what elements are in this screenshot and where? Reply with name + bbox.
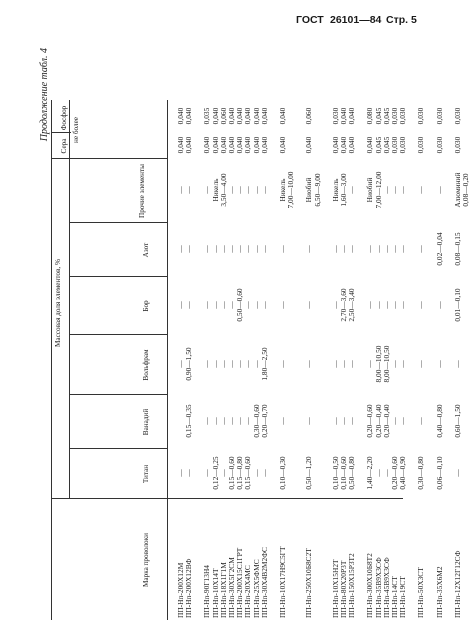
vanadium-cell: 0,30—0,60 — [251, 404, 261, 438]
boron-cell: — — [365, 301, 375, 309]
nitrogen-cell: — — [176, 245, 185, 253]
tungsten-cell: — — [434, 360, 444, 368]
grade-cell: ПП-Нп-19СТ — [398, 576, 408, 618]
header-grade: Марка проволоки — [142, 533, 150, 587]
other-cell: 0,08—0,20 — [460, 173, 470, 207]
vanadium-cell: 0,20—0,40 — [381, 404, 391, 438]
sulfur-cell: 0,030 — [452, 136, 462, 154]
boron-cell: — — [330, 301, 340, 309]
titanium-cell: — — [176, 469, 185, 477]
header-max-note: не более — [72, 117, 80, 143]
other-cell: — — [251, 186, 261, 194]
phosphorus-cell: 0,060 — [304, 107, 314, 125]
boron-cell: — — [176, 301, 185, 309]
phosphorus-cell: 0,080 — [365, 107, 375, 125]
nitrogen-cell: — — [373, 245, 383, 253]
titanium-cell: 0,30—0,80 — [416, 456, 426, 490]
header-vanadium: Ванадий — [142, 408, 150, 436]
sulfur-cell: 0,040 — [226, 136, 236, 154]
boron-cell: — — [210, 301, 220, 309]
nitrogen-cell: — — [218, 245, 228, 253]
nitrogen-cell: 0,02—0,04 — [434, 232, 444, 266]
table-border-top — [51, 100, 52, 620]
titanium-cell: 1,40—2,20 — [365, 456, 375, 490]
boron-cell: — — [389, 301, 399, 309]
table-row — [177, 100, 193, 620]
other-cell: — — [347, 186, 357, 194]
grade-cell: ПП-Нп-45В9Х3СФ — [381, 557, 391, 618]
nitrogen-cell: — — [243, 245, 253, 253]
boron-cell: — — [304, 301, 314, 309]
nitrogen-cell: — — [338, 245, 348, 253]
other-cell: — — [259, 186, 269, 194]
other-cell: — — [381, 186, 391, 194]
phosphorus-cell: 0,040 — [251, 107, 261, 125]
sulfur-cell: 0,040 — [330, 136, 340, 154]
nitrogen-cell: — — [235, 245, 245, 253]
tungsten-cell: 0,90—1,50 — [184, 347, 194, 381]
phosphorus-cell: 0,030 — [398, 107, 408, 125]
tungsten-cell: — — [243, 360, 253, 368]
vanadium-cell: — — [218, 417, 228, 425]
grade-cell: ПП-Нп-10Х14Т — [210, 568, 220, 618]
titanium-cell: 0,10—0,60 — [338, 456, 348, 490]
phosphorus-cell: 0,045 — [373, 107, 383, 125]
boron-cell: — — [278, 301, 287, 309]
tungsten-cell: — — [338, 360, 348, 368]
sulfur-cell: 0,040 — [347, 136, 357, 154]
nitrogen-cell: 0,08—0,15 — [452, 232, 462, 266]
sulfur-cell: 0,030 — [398, 136, 408, 154]
nitrogen-cell: — — [365, 245, 375, 253]
sulfur-cell: 0,040 — [338, 136, 348, 154]
sulfur-cell: 0,040 — [278, 136, 287, 154]
page-number: Стр. 5 — [386, 14, 417, 26]
tungsten-cell: 1,80—2,50 — [259, 347, 269, 381]
table-continuation-label: Продолжение табл. 4 — [39, 48, 50, 142]
boron-cell: — — [202, 301, 212, 309]
titanium-cell: — — [202, 469, 212, 477]
boron-cell: — — [251, 301, 261, 309]
nitrogen-cell: — — [259, 245, 269, 253]
sulfur-cell: 0,040 — [259, 136, 269, 154]
phosphorus-cell: 0,040 — [243, 107, 253, 125]
sulfur-cell: 0,040 — [304, 136, 314, 154]
grade-cell: ПП-Нп-80Х20Р3Т — [338, 560, 348, 618]
titanium-cell: 0,15—0,60 — [226, 456, 236, 490]
sulfur-cell: 0,030 — [434, 136, 444, 154]
table-row — [454, 100, 470, 620]
boron-cell: — — [243, 301, 253, 309]
vanadium-cell: 0,40—0,80 — [434, 404, 444, 438]
titanium-cell: 0,20—0,60 — [389, 456, 399, 490]
titanium-cell: — — [373, 469, 383, 477]
vanadium-cell: — — [235, 417, 245, 425]
titanium-cell: 0,10—0,50 — [330, 456, 340, 490]
tungsten-cell: — — [210, 360, 220, 368]
sulfur-cell: 0,040 — [176, 136, 185, 154]
col-divider — [69, 394, 167, 395]
phosphorus-cell: 0,040 — [235, 107, 245, 125]
other-cell: Алюминий — [452, 172, 462, 208]
other-cell: Ниобий — [304, 177, 314, 203]
grade-cell: ПП-Нп-30Х5Г2СМ — [226, 557, 236, 618]
boron-cell: 0,50—0,60 — [235, 288, 245, 322]
table-row — [279, 100, 295, 620]
vanadium-cell: 0,20—0,40 — [373, 404, 383, 438]
tungsten-cell: — — [416, 360, 426, 368]
titanium-cell: — — [184, 469, 194, 477]
tungsten-cell: — — [235, 360, 245, 368]
other-cell: 1,60—3,00 — [338, 173, 348, 207]
header-other: Прочие элементы — [138, 164, 146, 218]
grade-cell: ПП-Нп-250Х10Б8С2Т — [304, 548, 314, 618]
other-cell: 7,00—10,00 — [286, 171, 296, 209]
sulfur-cell: 0,040 — [251, 136, 261, 154]
col-divider — [69, 276, 167, 277]
grade-cell: ПП-Нп-18Х1Г1М — [218, 562, 228, 618]
tungsten-cell: — — [365, 360, 375, 368]
other-cell: — — [176, 186, 185, 194]
tungsten-cell: — — [176, 360, 185, 368]
tungsten-cell: — — [389, 360, 399, 368]
boron-cell: — — [226, 301, 236, 309]
standard-number: 26101—84 — [330, 14, 382, 26]
other-cell: — — [416, 186, 426, 194]
grade-cell: ПП-Нп-300Х10Б8Т2 — [365, 553, 375, 618]
boron-cell: — — [373, 301, 383, 309]
header-sulfur: Сера — [60, 138, 68, 154]
tungsten-cell: 8,00—10,50 — [381, 345, 391, 383]
standard-label: ГОСТ — [296, 14, 324, 26]
boron-cell: — — [434, 301, 444, 309]
other-cell: — — [434, 186, 444, 194]
col-divider — [51, 132, 71, 133]
sulfur-cell: 0,040 — [235, 136, 245, 154]
group-separator — [69, 100, 70, 498]
boron-cell: — — [184, 301, 194, 309]
other-cell: — — [398, 186, 408, 194]
nitrogen-cell: — — [381, 245, 391, 253]
boron-cell: — — [218, 301, 228, 309]
phosphorus-cell: 0,035 — [202, 107, 212, 125]
boron-cell: 2,70—3,60 — [338, 288, 348, 322]
boron-cell: 0,01—0,10 — [452, 288, 462, 322]
sulfur-cell: 0,030 — [416, 136, 426, 154]
sulfur-cell: 0,040 — [218, 136, 228, 154]
other-cell: Никель — [330, 178, 340, 202]
header-separator — [167, 100, 168, 620]
vanadium-cell: — — [202, 417, 212, 425]
titanium-cell: 0,15—0,80 — [235, 456, 245, 490]
vanadium-cell: — — [416, 417, 426, 425]
other-cell: 7,00—12,00 — [373, 171, 383, 209]
table-row — [305, 100, 321, 620]
nitrogen-cell: — — [389, 245, 399, 253]
vanadium-cell: 0,20—0,60 — [365, 404, 375, 438]
vanadium-cell: — — [304, 417, 314, 425]
header-nitrogen: Азот — [142, 242, 150, 258]
phosphorus-cell: 0,040 — [176, 107, 185, 125]
sulfur-cell: 0,040 — [184, 136, 194, 154]
tungsten-cell: — — [330, 360, 340, 368]
other-cell: — — [243, 186, 253, 194]
nitrogen-cell: — — [347, 245, 357, 253]
grade-cell: ПП-Нп-35Х6М2 — [434, 566, 444, 618]
nitrogen-cell: — — [330, 245, 340, 253]
phosphorus-cell: 0,040 — [259, 107, 269, 125]
table-row — [332, 100, 357, 620]
phosphorus-cell: 0,030 — [330, 107, 340, 125]
vanadium-cell: — — [338, 417, 348, 425]
other-cell: — — [226, 186, 236, 194]
col-divider — [69, 448, 167, 449]
phosphorus-cell: 0,040 — [226, 107, 236, 125]
composition-table — [39, 40, 470, 620]
sulfur-cell: 0,045 — [373, 136, 383, 154]
tungsten-cell: — — [218, 360, 228, 368]
phosphorus-cell: 0,030 — [434, 107, 444, 125]
vanadium-cell: 0,15—0,35 — [184, 404, 194, 438]
tungsten-cell: — — [278, 360, 287, 368]
vanadium-cell: — — [210, 417, 220, 425]
titanium-cell: — — [259, 469, 269, 477]
titanium-cell: — — [452, 469, 462, 477]
other-cell: — — [202, 186, 212, 194]
nitrogen-cell: — — [210, 245, 220, 253]
header-tungsten: Вольфрам — [142, 349, 150, 381]
titanium-cell: — — [251, 469, 261, 477]
sulfur-cell: 0,040 — [243, 136, 253, 154]
tungsten-cell: — — [398, 360, 408, 368]
grade-cell: ПП-Нп-200Х12ВФ — [184, 558, 194, 618]
titanium-cell: 0,12—0,25 — [210, 456, 220, 490]
tungsten-cell: — — [347, 360, 357, 368]
table-row — [436, 100, 444, 620]
sulfur-cell: 0,045 — [381, 136, 391, 154]
nitrogen-cell: — — [398, 245, 408, 253]
phosphorus-cell: 0,040 — [338, 107, 348, 125]
grade-cell: ПП-Нп-90Г13Н4 — [202, 565, 212, 618]
nitrogen-cell: — — [202, 245, 212, 253]
other-cell: — — [389, 186, 399, 194]
grade-cell: ПП-Нп-200Х15С1ГРТ — [235, 547, 245, 618]
sulfur-cell: 0,040 — [365, 136, 375, 154]
vanadium-cell: — — [243, 417, 253, 425]
titanium-cell: — — [218, 469, 228, 477]
tungsten-cell: 8,00—10,50 — [373, 345, 383, 383]
header-group: Массовая доля элементов, % — [54, 259, 62, 347]
other-cell: — — [235, 186, 245, 194]
boron-cell: — — [259, 301, 269, 309]
other-cell: Ниобий — [365, 177, 375, 203]
boron-cell: — — [416, 301, 426, 309]
grade-cell: ПП-Нп-150Х15Р3Т2 — [347, 553, 357, 618]
tungsten-cell: — — [251, 360, 261, 368]
col-divider — [51, 158, 167, 159]
titanium-cell: 0,15—0,60 — [243, 456, 253, 490]
col-divider — [69, 334, 167, 335]
titanium-cell: 0,50—0,80 — [347, 456, 357, 490]
vanadium-cell: 0,20—0,70 — [259, 404, 269, 438]
grade-cell: ПП-Нп-30Х4В2М2ФС — [259, 547, 269, 618]
header-boron: Бор — [142, 300, 150, 312]
vanadium-cell: — — [330, 417, 340, 425]
phosphorus-cell: 0,040 — [278, 107, 287, 125]
other-cell: 3,50—4,00 — [218, 173, 228, 207]
other-cell: Никель — [210, 178, 220, 202]
other-cell: 6,50—9,00 — [312, 173, 322, 207]
header-titanium: Титан — [142, 464, 150, 484]
sulfur-cell: 0,030 — [389, 136, 399, 154]
nitrogen-cell: — — [226, 245, 236, 253]
vanadium-cell: — — [347, 417, 357, 425]
boron-cell: — — [398, 301, 408, 309]
phosphorus-cell: 0,030 — [416, 107, 426, 125]
titanium-cell: 0,50—1,20 — [304, 456, 314, 490]
boron-cell: — — [381, 301, 391, 309]
tungsten-cell: — — [452, 360, 462, 368]
nitrogen-cell: — — [184, 245, 194, 253]
table-row — [203, 100, 269, 620]
tungsten-cell: — — [202, 360, 212, 368]
tungsten-cell: — — [226, 360, 236, 368]
phosphorus-cell: 0,040 — [184, 107, 194, 125]
vanadium-cell: 0,60—1,50 — [452, 404, 462, 438]
grade-cell: ПП-Нп-35В9Х3СФ — [373, 557, 383, 618]
grade-cell: ПП-Нп-10Х15Н2Т — [330, 559, 340, 618]
grade-cell: ПП-Нп-10Х17Н9С5ГТ — [278, 546, 287, 618]
header-phosphorus: Фосфор — [60, 105, 68, 131]
grade-cell: ПП-Нп-25Х5ФМС — [251, 559, 261, 618]
grade-cell: ПП-Нп-12Х12Г12СФ — [452, 550, 462, 618]
phosphorus-cell: 0,045 — [381, 107, 391, 125]
vanadium-cell: — — [389, 417, 399, 425]
table-row — [366, 100, 407, 620]
nitrogen-cell: — — [304, 245, 314, 253]
other-cell: — — [184, 186, 194, 194]
sulfur-cell: 0,040 — [210, 136, 220, 154]
grade-cell: ПП-Нп-20Х4МС — [243, 565, 253, 618]
vanadium-cell: — — [278, 417, 287, 425]
titanium-cell: 0,06—0,10 — [434, 456, 444, 490]
other-cell: Никель — [278, 178, 287, 202]
grade-cell: ПП-Нп-200Х12М — [176, 562, 185, 618]
phosphorus-cell: 0,040 — [210, 107, 220, 125]
phosphorus-cell: 0,030 — [452, 107, 462, 125]
grade-cell: ПП-Нп-14СТ — [389, 576, 399, 618]
titanium-cell: — — [381, 469, 391, 477]
titanium-cell: 0,40—0,90 — [398, 456, 408, 490]
boron-cell: 2,50—3,40 — [347, 288, 357, 322]
tungsten-cell: — — [304, 360, 314, 368]
sulfur-cell: 0,040 — [202, 136, 212, 154]
phosphorus-cell: 0,040 — [347, 107, 357, 125]
vanadium-cell: — — [226, 417, 236, 425]
table-row — [417, 100, 425, 620]
phosphorus-cell: 0,060 — [218, 107, 228, 125]
titanium-cell: 0,10—0,30 — [278, 456, 287, 490]
grade-cell: ПП-Нп-50Х3СТ — [416, 567, 426, 618]
nitrogen-cell: — — [416, 245, 426, 253]
phosphorus-cell: 0,030 — [389, 107, 399, 125]
nitrogen-cell: — — [251, 245, 261, 253]
col-divider — [69, 222, 167, 223]
nitrogen-cell: — — [278, 245, 287, 253]
vanadium-cell: — — [398, 417, 408, 425]
